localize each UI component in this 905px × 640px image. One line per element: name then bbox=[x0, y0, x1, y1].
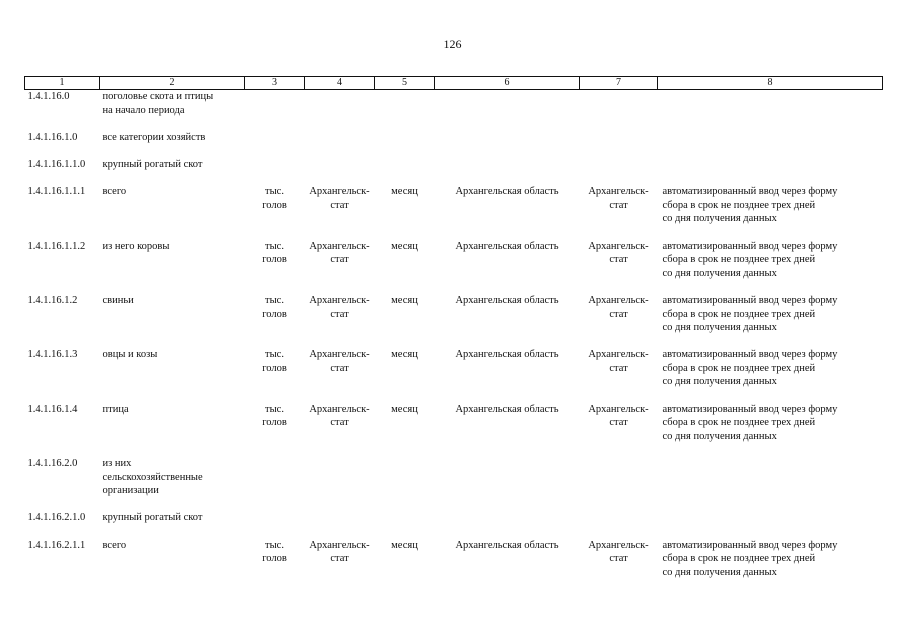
territory-text: Архангельская область bbox=[455, 294, 559, 306]
indicator-code-text: 1.4.1.16.0 bbox=[27, 91, 70, 102]
period-text: месяц bbox=[391, 186, 418, 198]
organization-line: Архангельск- bbox=[588, 294, 649, 306]
territory-cell bbox=[435, 131, 580, 158]
indicator-table bbox=[24, 76, 883, 593]
indicator-code-cell bbox=[25, 185, 100, 239]
organization-cell bbox=[580, 511, 658, 538]
unit-cell bbox=[245, 539, 305, 593]
period-cell bbox=[375, 294, 435, 348]
indicator-name-cell bbox=[100, 158, 245, 185]
organization-line: Архангельск- bbox=[588, 349, 649, 361]
period-text: месяц bbox=[391, 349, 418, 361]
source-cell bbox=[305, 348, 375, 402]
organization-line: Архангельск- bbox=[588, 403, 649, 415]
territory-cell bbox=[435, 348, 580, 402]
period-cell bbox=[375, 158, 435, 185]
indicator-code-text: 1.4.1.16.1.1.0 bbox=[27, 158, 86, 170]
column-number-5: 5 bbox=[375, 77, 435, 90]
indicator-name-line: организации bbox=[102, 485, 159, 497]
indicator-code-text: 1.4.1.16.1.3 bbox=[27, 349, 78, 361]
source-line: стат bbox=[330, 417, 349, 429]
organization-cell bbox=[580, 240, 658, 294]
period-cell bbox=[375, 348, 435, 402]
unit-cell bbox=[245, 348, 305, 402]
source-cell bbox=[305, 294, 375, 348]
organization-cell bbox=[580, 131, 658, 158]
method-line: сбора в срок не позднее трех дней bbox=[662, 254, 816, 266]
indicator-name-cell bbox=[100, 294, 245, 348]
indicator-code-text: 1.4.1.16.1.1.2 bbox=[27, 240, 86, 252]
territory-text: Архангельская область bbox=[455, 403, 559, 415]
organization-cell bbox=[580, 90, 658, 131]
indicator-code-cell bbox=[25, 348, 100, 402]
period-cell bbox=[375, 539, 435, 593]
method-line: автоматизированный ввод через форму bbox=[662, 294, 838, 306]
column-number-6: 6 bbox=[435, 77, 580, 90]
unit-cell bbox=[245, 131, 305, 158]
method-line: автоматизированный ввод через форму bbox=[662, 403, 838, 415]
column-number-3: 3 bbox=[245, 77, 305, 90]
unit-cell bbox=[245, 457, 305, 511]
method-line: сбора в срок не позднее трех дней bbox=[662, 308, 816, 320]
indicator-name-line: всего bbox=[102, 186, 127, 198]
unit-line: голов bbox=[262, 254, 287, 266]
source-cell bbox=[305, 403, 375, 457]
source-cell bbox=[305, 457, 375, 511]
territory-cell bbox=[435, 457, 580, 511]
organization-line: Архангельск- bbox=[588, 539, 649, 551]
indicator-code-cell bbox=[25, 131, 100, 158]
source-line: стат bbox=[330, 199, 349, 211]
table-row bbox=[25, 131, 883, 158]
method-cell bbox=[658, 240, 883, 294]
method-cell bbox=[658, 158, 883, 185]
indicator-code-text: 1.4.1.16.2.0 bbox=[27, 458, 78, 470]
period-cell bbox=[375, 457, 435, 511]
source-cell bbox=[305, 539, 375, 593]
source-line: Архангельск- bbox=[309, 539, 370, 551]
method-cell bbox=[658, 90, 883, 131]
table-row bbox=[25, 158, 883, 185]
territory-cell bbox=[435, 158, 580, 185]
indicator-name-line: крупный рогатый скот bbox=[102, 512, 203, 524]
unit-line: голов bbox=[262, 553, 287, 565]
indicator-code-text: 1.4.1.16.1.1.1 bbox=[27, 186, 86, 198]
organization-cell bbox=[580, 294, 658, 348]
organization-line: стат bbox=[609, 308, 628, 320]
indicator-code-text: 1.4.1.16.2.1.1 bbox=[27, 539, 86, 551]
period-text: месяц bbox=[391, 294, 418, 306]
territory-cell bbox=[435, 185, 580, 239]
table-row bbox=[25, 240, 883, 294]
source-cell bbox=[305, 240, 375, 294]
organization-cell bbox=[580, 348, 658, 402]
source-cell bbox=[305, 185, 375, 239]
source-cell bbox=[305, 158, 375, 185]
source-line: Архангельск- bbox=[309, 240, 370, 252]
source-line: стат bbox=[330, 362, 349, 374]
source-line: Архангельск- bbox=[309, 349, 370, 361]
unit-line: тыс. bbox=[265, 539, 284, 551]
table-body bbox=[25, 90, 883, 593]
method-line: сбора в срок не позднее трех дней bbox=[662, 417, 816, 429]
indicator-name-line: крупный рогатый скот bbox=[102, 158, 203, 170]
territory-text: Архангельская область bbox=[455, 349, 559, 361]
source-cell bbox=[305, 131, 375, 158]
unit-cell bbox=[245, 240, 305, 294]
source-line: Архангельск- bbox=[309, 294, 370, 306]
indicator-name-line: поголовье скота и птицы bbox=[102, 91, 214, 102]
unit-line: голов bbox=[262, 308, 287, 320]
indicator-name-cell bbox=[100, 348, 245, 402]
source-line: стат bbox=[330, 553, 349, 565]
method-line: автоматизированный ввод через форму bbox=[662, 539, 838, 551]
method-line: со дня получения данных bbox=[662, 213, 777, 225]
method-line: сбора в срок не позднее трех дней bbox=[662, 362, 816, 374]
table-header bbox=[25, 77, 883, 90]
table-row bbox=[25, 90, 883, 131]
page-number: 126 bbox=[443, 37, 462, 51]
organization-cell bbox=[580, 539, 658, 593]
organization-line: стат bbox=[609, 417, 628, 429]
period-cell bbox=[375, 90, 435, 131]
period-cell bbox=[375, 511, 435, 538]
table-row bbox=[25, 294, 883, 348]
table-row bbox=[25, 403, 883, 457]
method-line: автоматизированный ввод через форму bbox=[662, 186, 838, 198]
organization-cell bbox=[580, 185, 658, 239]
period-cell bbox=[375, 185, 435, 239]
source-line: стат bbox=[330, 308, 349, 320]
unit-line: тыс. bbox=[265, 240, 284, 252]
method-line: со дня получения данных bbox=[662, 430, 777, 442]
unit-line: тыс. bbox=[265, 186, 284, 198]
method-line: со дня получения данных bbox=[662, 267, 777, 279]
column-number-row bbox=[25, 77, 883, 90]
column-number-8: 8 bbox=[658, 77, 883, 90]
unit-cell bbox=[245, 158, 305, 185]
indicator-name-line: все категории хозяйств bbox=[102, 131, 206, 143]
period-cell bbox=[375, 131, 435, 158]
organization-cell bbox=[580, 457, 658, 511]
column-number-1: 1 bbox=[25, 77, 100, 90]
indicator-name-cell bbox=[100, 90, 245, 131]
indicator-name-cell bbox=[100, 457, 245, 511]
indicator-name-cell bbox=[100, 131, 245, 158]
territory-cell bbox=[435, 294, 580, 348]
organization-line: Архангельск- bbox=[588, 240, 649, 252]
indicator-name-cell bbox=[100, 511, 245, 538]
source-line: Архангельск- bbox=[309, 186, 370, 198]
unit-cell bbox=[245, 294, 305, 348]
period-cell bbox=[375, 240, 435, 294]
unit-line: голов bbox=[262, 417, 287, 429]
organization-line: Архангельск- bbox=[588, 186, 649, 198]
indicator-name-line: овцы и козы bbox=[102, 349, 158, 361]
column-number-2: 2 bbox=[100, 77, 245, 90]
indicator-name-line: на начало периода bbox=[102, 104, 185, 116]
table-row bbox=[25, 457, 883, 511]
organization-cell bbox=[580, 158, 658, 185]
source-line: стат bbox=[330, 254, 349, 266]
indicator-code-text: 1.4.1.16.1.2 bbox=[27, 294, 78, 306]
method-cell bbox=[658, 457, 883, 511]
period-text: месяц bbox=[391, 539, 418, 551]
indicator-name-line: из него коровы bbox=[102, 240, 170, 252]
unit-line: голов bbox=[262, 199, 287, 211]
territory-text: Архангельская область bbox=[455, 186, 559, 198]
territory-cell bbox=[435, 90, 580, 131]
method-line: сбора в срок не позднее трех дней bbox=[662, 199, 816, 211]
unit-line: тыс. bbox=[265, 294, 284, 306]
indicator-code-cell bbox=[25, 457, 100, 511]
unit-line: голов bbox=[262, 362, 287, 374]
unit-line: тыс. bbox=[265, 403, 284, 415]
method-line: со дня получения данных bbox=[662, 566, 777, 578]
organization-line: стат bbox=[609, 553, 628, 565]
indicator-code-text: 1.4.1.16.1.4 bbox=[27, 403, 78, 415]
unit-cell bbox=[245, 90, 305, 131]
organization-line: стат bbox=[609, 199, 628, 211]
indicator-code-cell bbox=[25, 511, 100, 538]
source-line: Архангельск- bbox=[309, 403, 370, 415]
period-text: месяц bbox=[391, 240, 418, 252]
territory-cell bbox=[435, 240, 580, 294]
territory-cell bbox=[435, 511, 580, 538]
indicator-code-cell bbox=[25, 294, 100, 348]
indicator-name-cell bbox=[100, 240, 245, 294]
table-row bbox=[25, 348, 883, 402]
indicator-name-line: птица bbox=[102, 403, 129, 415]
method-line: со дня получения данных bbox=[662, 322, 777, 334]
table-row bbox=[25, 185, 883, 239]
indicator-code-cell bbox=[25, 403, 100, 457]
period-cell bbox=[375, 403, 435, 457]
indicator-name-cell bbox=[100, 185, 245, 239]
unit-line: тыс. bbox=[265, 349, 284, 361]
territory-cell bbox=[435, 539, 580, 593]
method-cell bbox=[658, 294, 883, 348]
indicator-name-cell bbox=[100, 539, 245, 593]
indicator-code-text: 1.4.1.16.2.1.0 bbox=[27, 512, 86, 524]
column-number-7: 7 bbox=[580, 77, 658, 90]
method-cell bbox=[658, 348, 883, 402]
territory-text: Архангельская область bbox=[455, 240, 559, 252]
table-row bbox=[25, 539, 883, 593]
method-line: автоматизированный ввод через форму bbox=[662, 240, 838, 252]
method-cell bbox=[658, 511, 883, 538]
territory-text: Архангельская область bbox=[455, 539, 559, 551]
method-line: автоматизированный ввод через форму bbox=[662, 349, 838, 361]
indicator-name-line: свиньи bbox=[102, 294, 134, 306]
source-cell bbox=[305, 90, 375, 131]
method-line: сбора в срок не позднее трех дней bbox=[662, 553, 816, 565]
method-cell bbox=[658, 403, 883, 457]
organization-cell bbox=[580, 403, 658, 457]
indicator-name-cell bbox=[100, 403, 245, 457]
period-text: месяц bbox=[391, 403, 418, 415]
indicator-code-text: 1.4.1.16.1.0 bbox=[27, 131, 78, 143]
indicator-name-line: сельскохозяйственные bbox=[102, 471, 203, 483]
source-cell bbox=[305, 511, 375, 538]
method-cell bbox=[658, 185, 883, 239]
method-line: со дня получения данных bbox=[662, 376, 777, 388]
indicator-name-line: из них bbox=[102, 458, 132, 470]
method-cell bbox=[658, 539, 883, 593]
indicator-code-cell bbox=[25, 539, 100, 593]
organization-line: стат bbox=[609, 362, 628, 374]
table-row bbox=[25, 511, 883, 538]
indicator-code-cell bbox=[25, 90, 100, 131]
unit-cell bbox=[245, 511, 305, 538]
indicator-code-cell bbox=[25, 240, 100, 294]
unit-cell bbox=[245, 185, 305, 239]
indicator-code-cell bbox=[25, 158, 100, 185]
unit-cell bbox=[245, 403, 305, 457]
organization-line: стат bbox=[609, 254, 628, 266]
method-cell bbox=[658, 131, 883, 158]
indicator-name-line: всего bbox=[102, 539, 127, 551]
column-number-4: 4 bbox=[305, 77, 375, 90]
territory-cell bbox=[435, 403, 580, 457]
